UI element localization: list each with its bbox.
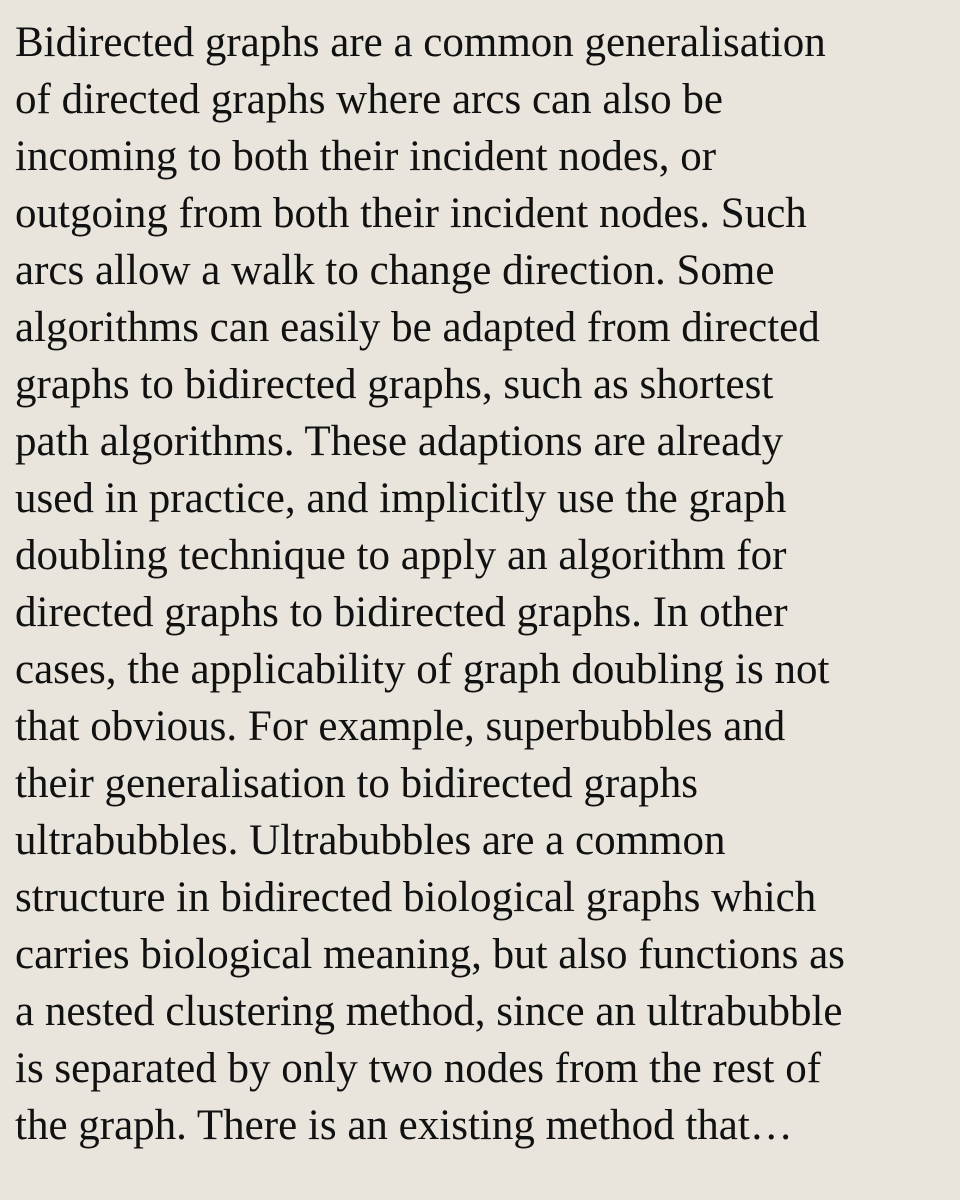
text-line: doubling technique to apply an algorithm for [15, 532, 787, 579]
text-line: structure in bidirected biological graphs which [15, 874, 817, 921]
text-line: a nested clustering method, since an ultrabubble [15, 988, 843, 1035]
text-line: their generalisation to bidirected graphs [15, 760, 698, 807]
text-line: cases, the applicability of graph doubling is not [15, 646, 830, 693]
text-line: the graph. There is an existing method that… [15, 1102, 793, 1149]
text-line: arcs allow a walk to change direction. Some [15, 247, 775, 294]
text-line: ultrabubbles. Ultrabubbles are a common [15, 817, 726, 864]
text-line: that obvious. For example, superbubbles and [15, 703, 786, 750]
text-line: is separated by only two nodes from the rest of [15, 1045, 822, 1092]
text-line: of directed graphs where arcs can also be [15, 76, 723, 123]
text-line: path algorithms. These adaptions are already [15, 418, 784, 465]
text-line: directed graphs to bidirected graphs. In other [15, 589, 788, 636]
text-line: outgoing from both their incident nodes. Such [15, 190, 807, 237]
text-line: incoming to both their incident nodes, or [15, 133, 717, 180]
text-line: carries biological meaning, but also functions as [15, 931, 845, 978]
abstract-text [15, 14, 960, 1154]
text-line: algorithms can easily be adapted from directed [15, 304, 820, 351]
text-line: used in practice, and implicitly use the graph [15, 475, 787, 522]
text-line: graphs to bidirected graphs, such as shortest [15, 361, 774, 408]
text-line: Bidirected graphs are a common generalisation [15, 19, 826, 66]
